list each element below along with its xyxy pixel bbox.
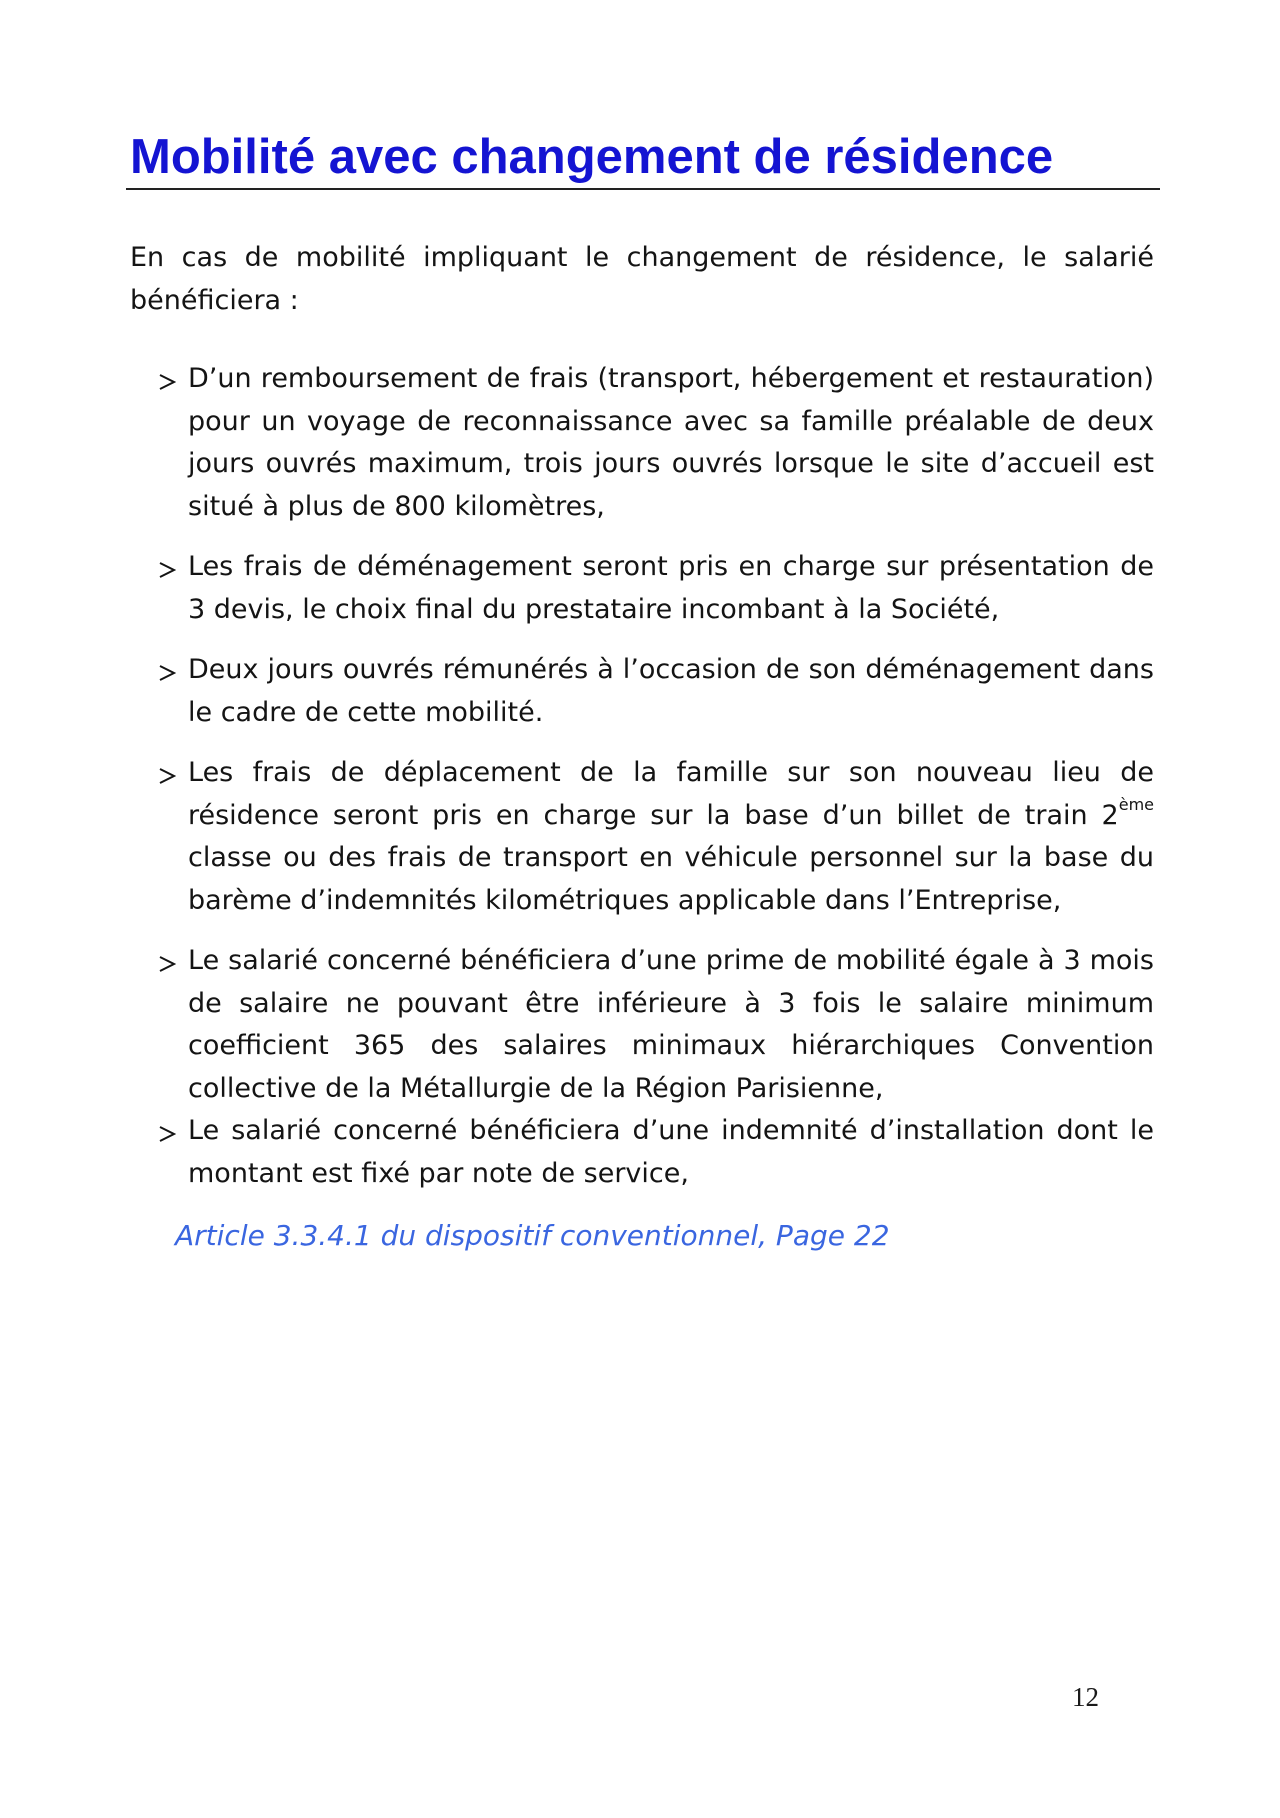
list-item-text-before: Les frais de déplacement de la famille sur son nouveau lieu de résidence seront pris en charge sur la base d’un billet de train 2 xyxy=(188,757,1154,831)
arrowhead-bullet-icon xyxy=(158,1125,176,1143)
list-item xyxy=(158,358,1154,528)
title-underline xyxy=(126,188,1160,190)
arrowhead-bullet-icon xyxy=(158,664,176,682)
list-item xyxy=(158,940,1154,1110)
list-item-text: Les frais de déménagement seront pris en charge sur présentation de 3 devis, le choix final du prestataire incombant à la Société, xyxy=(188,551,1154,625)
list-item-text: Le salarié concerné bénéficiera d’une indemnité d’installation dont le montant est fixé par note de service, xyxy=(188,1115,1154,1189)
list-item xyxy=(158,649,1154,734)
arrowhead-bullet-icon xyxy=(158,373,176,391)
list-item xyxy=(158,1110,1154,1195)
page-number: 12 xyxy=(1072,1682,1099,1712)
list-item-text-after: classe ou des frais de transport en véhicule personnel sur la base du barème d’indemnités kilométriques applicable dans l’Entreprise, xyxy=(188,842,1154,916)
list-item-text: Le salarié concerné bénéficiera d’une prime de mobilité égale à 3 mois de salaire ne pouvant être inférieure à 3 fois le salaire minimum coefficient 365 des salaires minimaux hiérarchiques Convention collective de la Métallurgie de la Région Parisienne, xyxy=(188,945,1154,1104)
page-title: Mobilité avec changement de résidence xyxy=(130,130,1054,184)
list-item xyxy=(158,752,1154,922)
list-item-text: Deux jours ouvrés rémunérés à l’occasion de son déménagement dans le cadre de cette mobilité. xyxy=(188,654,1154,728)
intro-paragraph: En cas de mobilité impliquant le changement de résidence, le salarié bénéficiera : xyxy=(130,242,1154,316)
list-item xyxy=(158,546,1154,631)
arrowhead-bullet-icon xyxy=(158,955,176,973)
ordinal-superscript: ème xyxy=(1118,794,1154,814)
list-item-text: D’un remboursement de frais (transport, hébergement et restauration) pour un voyage de reconnaissance avec sa famille préalable de deux jours ouvrés maximum, trois jours ouvrés lorsque le site d’accueil est situé à plus de 800 kilomètres, xyxy=(188,363,1154,522)
article-reference: Article 3.3.4.1 du dispositif conventionnel, Page 22 xyxy=(175,1219,890,1252)
arrowhead-bullet-icon xyxy=(158,561,176,579)
arrowhead-bullet-icon xyxy=(158,767,176,785)
benefits-list xyxy=(158,358,1154,1213)
